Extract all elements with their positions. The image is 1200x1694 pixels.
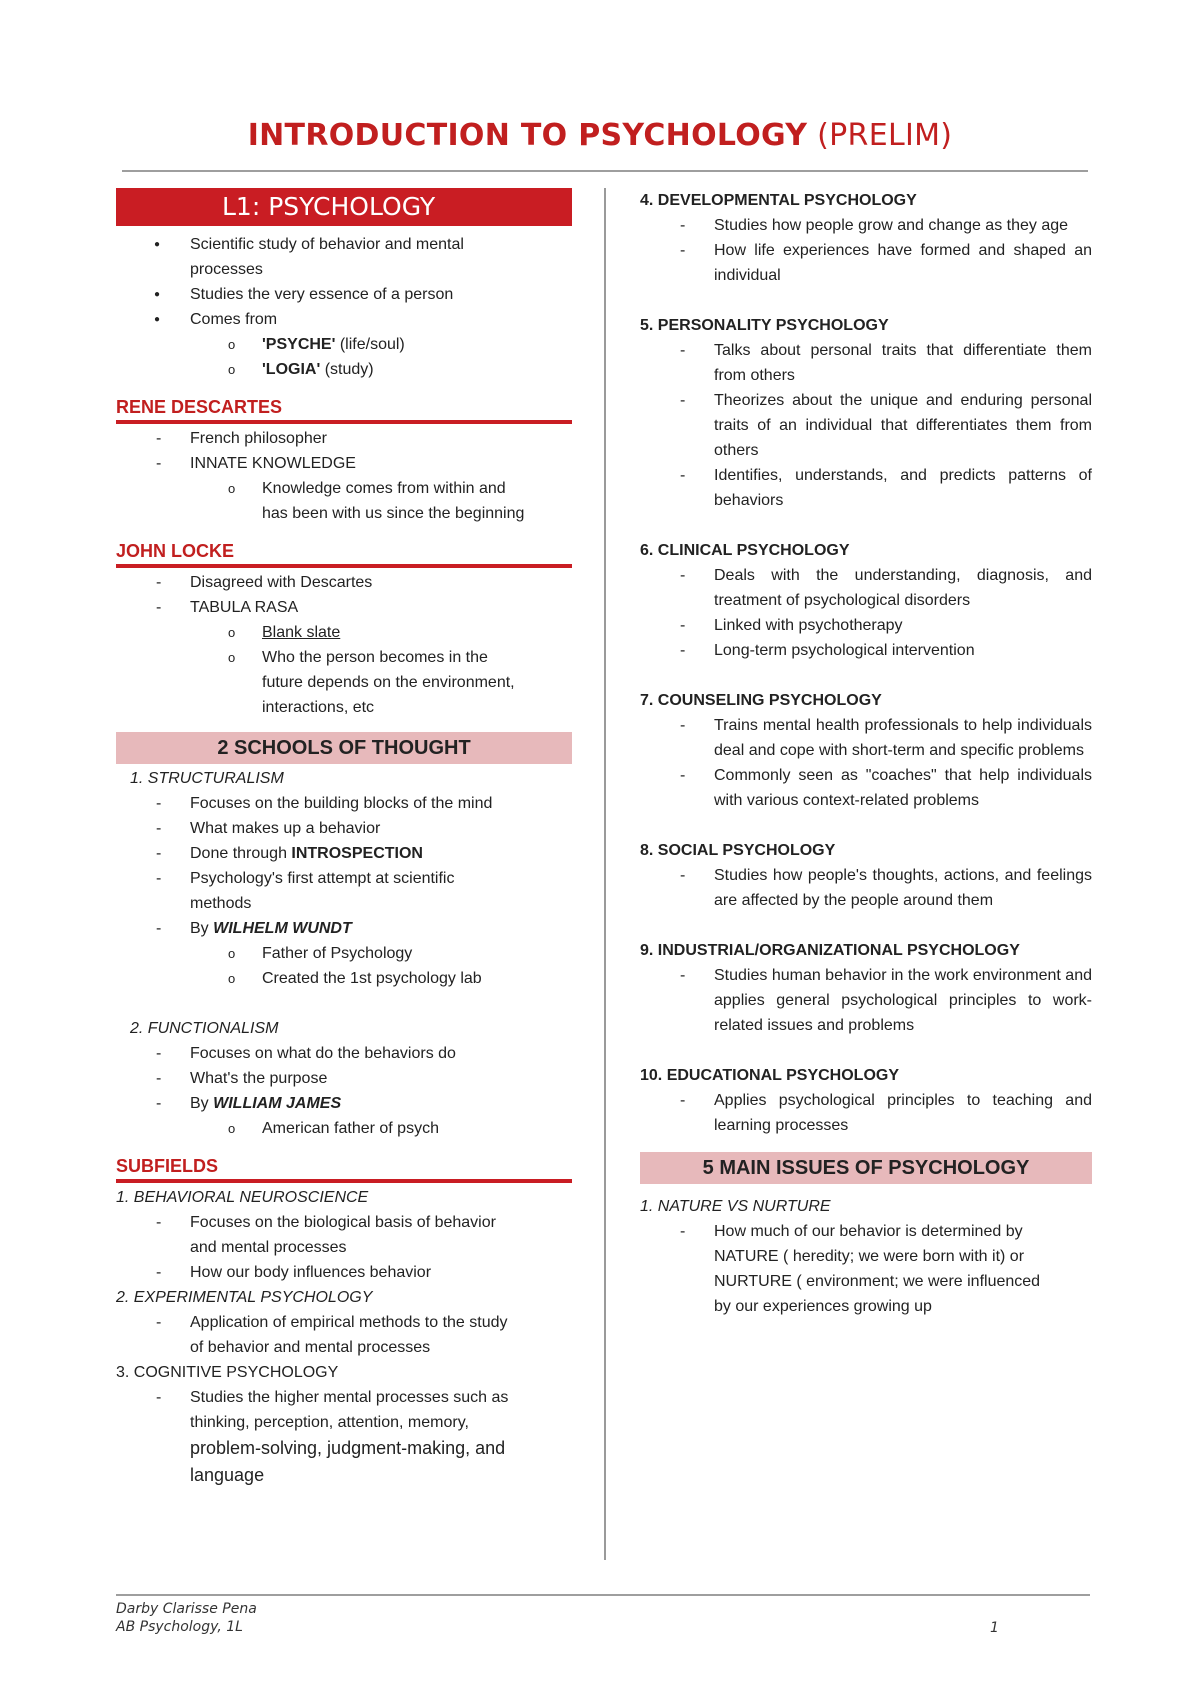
- subheading: 1. STRUCTURALISM: [130, 770, 284, 787]
- dash-item: - How life experiences have formed and shaped an individual: [640, 238, 1092, 288]
- sub-item-cont: future depends on the environment,: [262, 674, 515, 691]
- subfield-heading: 10. EDUCATIONAL PSYCHOLOGY: [640, 1067, 899, 1084]
- dash-item: - What's the purpose: [116, 1066, 572, 1091]
- sub-item-cont: has been with us since the beginning: [262, 505, 525, 522]
- dash-item-cont: by our experiences growing up: [714, 1298, 932, 1315]
- sub-item: o Father of Psychology: [116, 941, 572, 966]
- subheading: 2. EXPERIMENTAL PSYCHOLOGY: [116, 1289, 373, 1306]
- subheading: 3. COGNITIVE PSYCHOLOGY: [116, 1364, 339, 1381]
- dash-item: - Trains mental health professionals to help individuals deal and cope with short-term and specific problems: [640, 713, 1092, 763]
- dash-item: - Studies how people's thoughts, actions, and feelings are affected by the people around them: [640, 863, 1092, 913]
- issues-banner: 5 MAIN ISSUES OF PSYCHOLOGY: [640, 1152, 1092, 1184]
- dash-item-cont: of behavior and mental processes: [190, 1339, 431, 1356]
- dash-item: - Applies psychological principles to teaching and learning processes: [640, 1088, 1092, 1138]
- section-heading-locke: JOHN LOCKE: [116, 538, 572, 568]
- subfield-heading: 9. INDUSTRIAL/ORGANIZATIONAL PSYCHOLOGY: [640, 942, 1020, 959]
- dash-item: - Application of empirical methods to the study: [116, 1310, 572, 1335]
- bullet-item: ● Scientific study of behavior and mental: [116, 232, 572, 257]
- dash-item-cont: problem-solving, judgment-making, and: [190, 1438, 506, 1458]
- dash-item: - Theorizes about the unique and enduring personal traits of an individual that differentiates them from others: [640, 388, 1092, 463]
- dash-item: - TABULA RASA: [116, 595, 572, 620]
- dash-item: - Focuses on the building blocks of the mind: [116, 791, 572, 816]
- sub-item: o Blank slate: [116, 620, 572, 645]
- left-column: [116, 188, 572, 1489]
- dash-item: - How our body influences behavior: [116, 1260, 572, 1285]
- dash-item: - Done through INTROSPECTION: [116, 841, 572, 866]
- dash-item: - INNATE KNOWLEDGE: [116, 451, 572, 476]
- author-course: AB Psychology, 1L: [116, 1619, 243, 1635]
- dash-item: - Studies human behavior in the work environment and applies general psychological principles to work-related issues and problems: [640, 963, 1092, 1038]
- subheading: 2. FUNCTIONALISM: [130, 1020, 279, 1037]
- dash-item: - Focuses on the biological basis of behavior: [116, 1210, 572, 1235]
- dash-item-cont: thinking, perception, attention, memory,: [190, 1414, 469, 1431]
- dash-item: - By WILHELM WUNDT: [116, 916, 572, 941]
- title-rule: [122, 170, 1088, 172]
- dash-item: - Commonly seen as "coaches" that help individuals with various context-related problems: [640, 763, 1092, 813]
- sub-item: o American father of psych: [116, 1116, 572, 1141]
- dash-item: - What makes up a behavior: [116, 816, 572, 841]
- schools-banner: 2 SCHOOLS OF THOUGHT: [116, 732, 572, 764]
- bullet-item: ● Studies the very essence of a person: [116, 282, 572, 307]
- author-name: Darby Clarisse Pena: [116, 1601, 257, 1617]
- subfield-heading: 4. DEVELOPMENTAL PSYCHOLOGY: [640, 192, 917, 209]
- dash-item: - Focuses on what do the behaviors do: [116, 1041, 572, 1066]
- sub-item: o 'LOGIA' (study): [116, 357, 572, 382]
- dash-item: - French philosopher: [116, 426, 572, 451]
- subheading: 1. BEHAVIORAL NEUROSCIENCE: [116, 1189, 369, 1206]
- subfield-heading: 7. COUNSELING PSYCHOLOGY: [640, 692, 882, 709]
- dash-item: - By WILLIAM JAMES: [116, 1091, 572, 1116]
- dash-item-cont: methods: [190, 895, 252, 912]
- sub-item: o 'PSYCHE' (life/soul): [116, 332, 572, 357]
- dash-item: - Deals with the understanding, diagnosis, and treatment of psychological disorders: [640, 563, 1092, 613]
- right-column: [640, 188, 1092, 1319]
- dash-item: - Long-term psychological intervention: [640, 638, 1092, 663]
- section-heading-descartes: RENE DESCARTES: [116, 394, 572, 424]
- dash-item: - Talks about personal traits that differentiate them from others: [640, 338, 1092, 388]
- l1-banner: L1: PSYCHOLOGY: [116, 188, 572, 226]
- sub-item-cont: interactions, etc: [262, 699, 375, 716]
- dash-item: - Psychology's first attempt at scientific: [116, 866, 572, 891]
- subfield-heading: 8. SOCIAL PSYCHOLOGY: [640, 842, 836, 859]
- page-number: 1: [990, 1620, 999, 1636]
- dash-item-cont: NURTURE ( environment; we were influenced: [714, 1273, 1041, 1290]
- page-title: INTRODUCTION TO PSYCHOLOGY (PRELIM): [247, 118, 953, 153]
- sub-item: o Knowledge comes from within and: [116, 476, 572, 501]
- column-divider: [604, 188, 606, 1560]
- dash-item: - Studies how people grow and change as they age: [640, 213, 1092, 238]
- dash-item-cont: and mental processes: [190, 1239, 347, 1256]
- dash-item-cont: NATURE ( heredity; we were born with it) or: [714, 1248, 1025, 1265]
- subheading: 1. NATURE VS NURTURE: [640, 1198, 831, 1215]
- subfield-heading: 6. CLINICAL PSYCHOLOGY: [640, 542, 850, 559]
- subfield-heading: 5. PERSONALITY PSYCHOLOGY: [640, 317, 889, 334]
- bullet-item: ● Comes from: [116, 307, 572, 332]
- dash-item-cont: language: [190, 1465, 265, 1485]
- bullet-item-cont: processes: [190, 261, 263, 278]
- sub-item: o Who the person becomes in the: [116, 645, 572, 670]
- dash-item: - Disagreed with Descartes: [116, 570, 572, 595]
- dash-item: - Identifies, understands, and predicts patterns of behaviors: [640, 463, 1092, 513]
- section-heading-subfields: SUBFIELDS: [116, 1153, 572, 1183]
- dash-item: - Studies the higher mental processes such as: [116, 1385, 572, 1410]
- footer-rule: [116, 1594, 1090, 1596]
- sub-item: o Created the 1st psychology lab: [116, 966, 572, 991]
- dash-item: - Linked with psychotherapy: [640, 613, 1092, 638]
- dash-item: - How much of our behavior is determined by: [640, 1219, 1092, 1244]
- footer-author: [116, 1600, 257, 1636]
